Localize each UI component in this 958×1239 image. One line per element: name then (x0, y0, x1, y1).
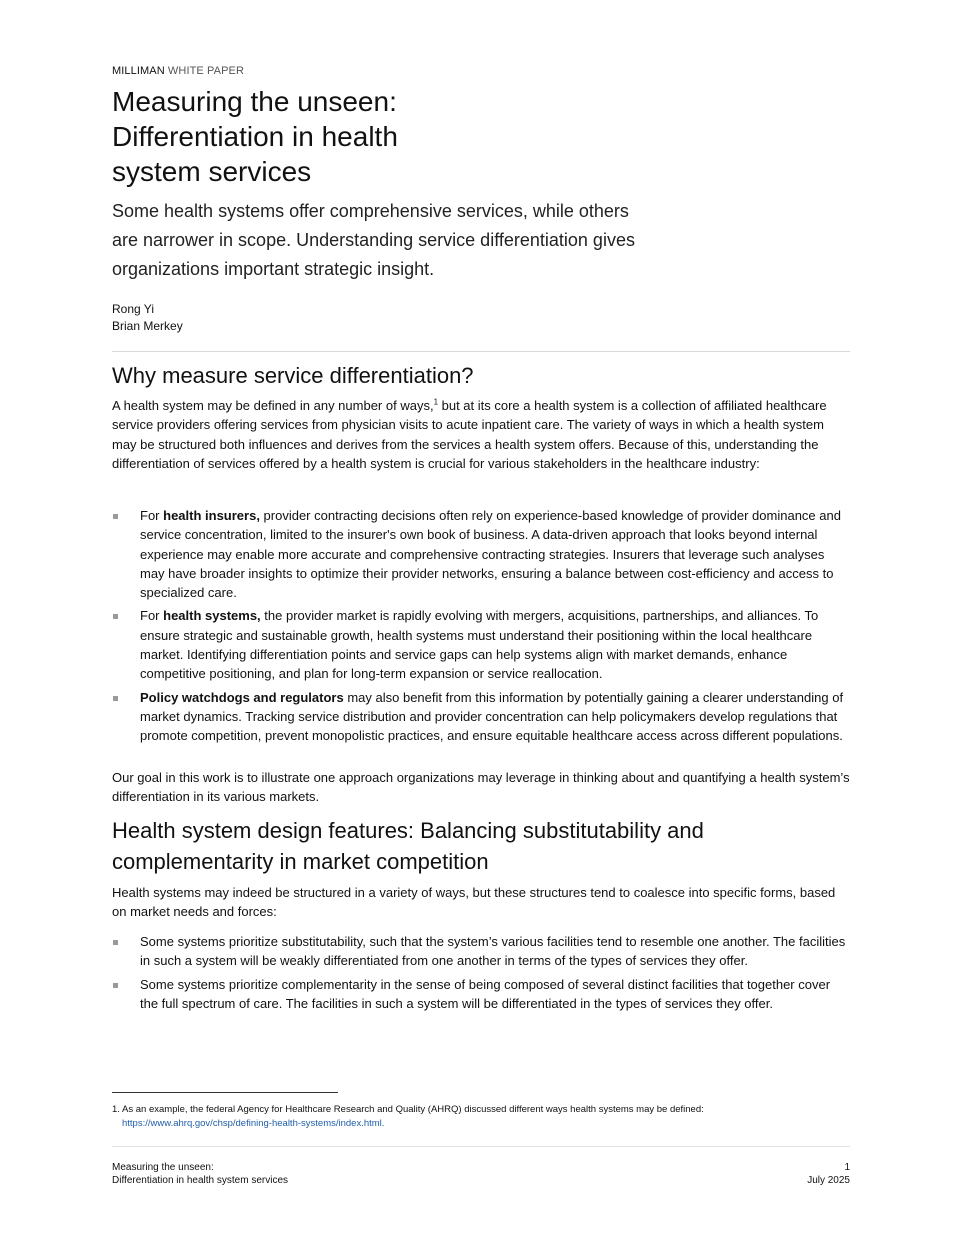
footer-divider (112, 1146, 850, 1147)
publication-date: July 2025 (807, 1175, 850, 1186)
subtitle-line: are narrower in scope. Understanding service differentiation gives (112, 230, 635, 250)
stakeholder-list (112, 506, 850, 750)
footer-title-line: Differentiation in health system services (112, 1175, 289, 1186)
document-title (112, 84, 532, 189)
square-bullet-icon (113, 983, 118, 988)
section-heading-why: Why measure service differentiation? (112, 363, 474, 388)
section-heading-design: Health system design features: Balancing substitutability and complementarity in market competition (112, 818, 704, 874)
footer-meta (807, 1161, 850, 1187)
bold-term: health systems, (163, 608, 261, 624)
title-line: Measuring the unseen: (112, 86, 397, 117)
section2-intro-paragraph: Health systems may indeed be structured in a variety of ways, but these structures tend to coalesce into specific forms, based on market needs and forces: (112, 885, 836, 920)
author-name: Rong Yi (112, 302, 155, 316)
footnote (112, 1103, 850, 1131)
bold-term: Policy watchdogs and regulators (140, 689, 344, 705)
list-item: Some systems prioritize complementarity in the sense of being composed of several distinct facilities that together cover the full spectrum of care. The facilities in such a system will be differentiated in the types of services they offer. (112, 975, 850, 1014)
document-type: WHITE PAPER (167, 65, 244, 77)
page-number: 1 (844, 1162, 850, 1173)
authors (112, 301, 183, 335)
header-divider (112, 351, 850, 352)
footer-title-line: Measuring the unseen: (112, 1162, 214, 1173)
author-name: Brian Merkey (112, 319, 183, 333)
intro-text: A health system may be defined in any number of ways, (112, 398, 434, 413)
document-subtitle (112, 197, 672, 284)
subtitle-line: Some health systems offer comprehensive services, while others (112, 201, 629, 221)
title-line: system services (112, 156, 312, 187)
section-intro-paragraph (112, 396, 850, 473)
bold-term: health insurers, (163, 508, 260, 523)
subtitle-line: organizations important strategic insight. (112, 259, 435, 279)
list-item: For health insurers, provider contracting decisions often rely on experience-based knowledge of provider dominance and service concentration, limited to the insurer's own book of business. A data-driven approach that looks beyond internal experience may enable more accurate and comprehensive contracting strategies. Insurers that leverage such analyses may have broader insights to optimize their provider networks, ensuring a balance between cost-efficiency and access to specialized care. (112, 506, 850, 602)
list-item: For health systems, the provider market is rapidly evolving with mergers, acquisitions, partnerships, and alliances. To ensure strategic and sustainable growth, health systems must understand their positioning within the local healthcare market. Identifying differentiation points and service gaps can help systems align with market demands, enhance competitive positioning, and plan for long-term expansion or service reallocation. (112, 606, 850, 683)
intro-text-cont: but at its core a health system is a collection of affiliated healthcare service providers offering services from physician visits to acute inpatient care. The variety of ways in which a health system may be structured both influences and derives from the services a health system offers. Because of this, understanding the differentiation of services offered by a health system is crucial for various stakeholders in the healthcare industry: (112, 398, 827, 471)
footnote-ref[interactable]: 1 (433, 397, 439, 407)
brand-line (112, 65, 244, 77)
list-item: Policy watchdogs and regulators may also benefit from this information by potentially gaining a clearer understanding of market dynamics. Tracking service distribution and provider concentration can help policymakers develop regulations that promote competition, prevent monopolistic practices, and ensure equitable healthcare access across different populations. (112, 688, 850, 746)
square-bullet-icon (113, 696, 118, 701)
closing-paragraph: Our goal in this work is to illustrate one approach organizations may leverage in thinking about and quantifying a health system’s differentiation in its various markets. (112, 770, 850, 805)
brand-name: MILLIMAN (112, 65, 165, 77)
square-bullet-icon (113, 940, 118, 945)
title-line: Differentiation in health (112, 121, 398, 152)
design-list (112, 932, 850, 1017)
footnote-text: 1. As an example, the federal Agency for Healthcare Research and Quality (AHRQ) discussed different ways health systems may be defined: (112, 1104, 704, 1115)
footnote-divider (112, 1092, 338, 1093)
list-item: Some systems prioritize substitutability, such that the system’s various facilities tend to resemble one another. The facilities in such a system will be weakly differentiated from one another in terms of the types of services they offer. (112, 932, 850, 971)
square-bullet-icon (113, 614, 118, 619)
footer-title (112, 1161, 288, 1187)
footnote-link[interactable]: https://www.ahrq.gov/chsp/defining-health-systems/index.html. (122, 1118, 385, 1129)
square-bullet-icon (113, 514, 118, 519)
